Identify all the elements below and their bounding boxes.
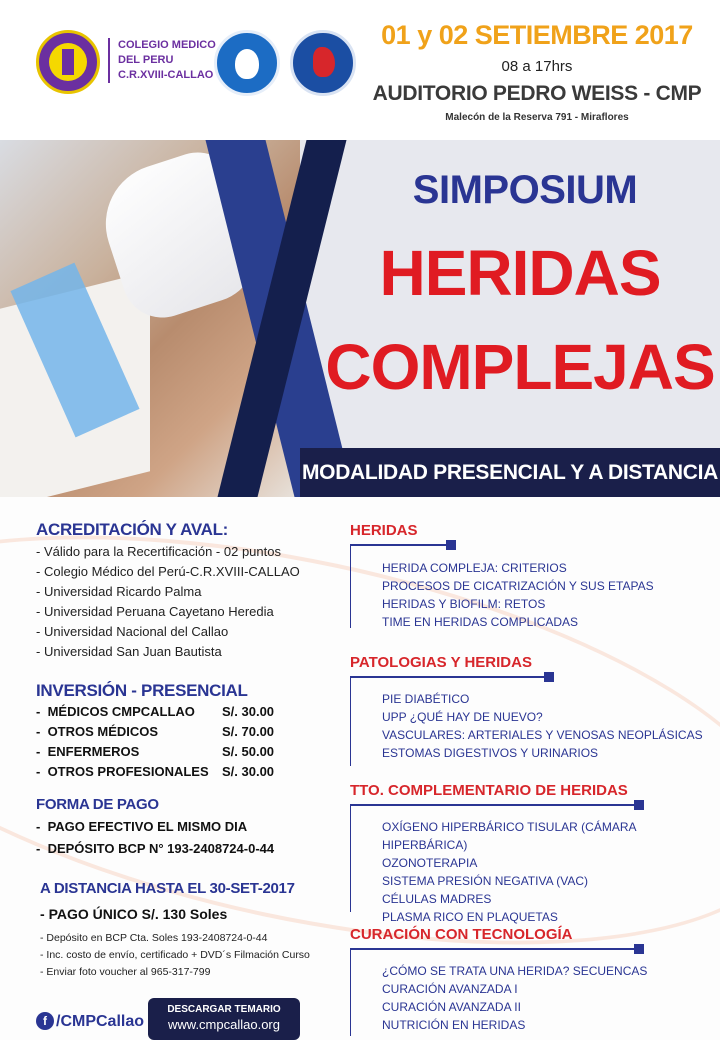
- program-list: [382, 559, 654, 631]
- section-rule: [350, 948, 640, 950]
- price-row: - ENFERMEROS S/. 50.00: [36, 744, 275, 759]
- list-item: VASCULARES: ARTERIALES Y VENOSAS NEOPLÁSICAS: [382, 728, 703, 742]
- distance-main: - PAGO ÚNICO S/. 130 Soles: [40, 906, 228, 922]
- list-item: - DEPÓSITO BCP N° 193-2408724-0-44: [36, 841, 275, 856]
- list-item: HERIDA COMPLEJA: CRITERIOS: [382, 561, 567, 575]
- investment-title: INVERSIÓN - PRESENCIAL: [36, 681, 248, 700]
- wound-society-logo-icon: [290, 30, 356, 96]
- list-item: OZONOTERAPIA: [382, 856, 478, 870]
- podiatry-association-logo-icon: [214, 30, 280, 96]
- section-rule: [350, 804, 640, 806]
- section-marker: [634, 800, 644, 810]
- list-item: ESTOMAS DIGESTIVOS Y URINARIOS: [382, 746, 599, 760]
- list-item: CURACIÓN AVANZADA I: [382, 982, 518, 996]
- distance-title: A DISTANCIA HASTA EL 30-SET-2017: [40, 880, 295, 897]
- event-address: Malecón de la Reserva 791 - Miraflores: [445, 112, 629, 123]
- section-vline: [350, 806, 351, 912]
- payment-title: FORMA DE PAGO: [36, 796, 159, 813]
- program-list: [382, 690, 703, 762]
- event-venue: AUDITORIO PEDRO WEISS - CMP: [372, 82, 702, 105]
- section-rule: [350, 676, 550, 678]
- hero-subtitle: SIMPOSIUM: [412, 168, 638, 212]
- price-row: - OTROS MÉDICOS S/. 70.00: [36, 724, 275, 739]
- org-name-line: DEL PERU: [118, 54, 174, 66]
- section-rule: [350, 544, 450, 546]
- list-item: - Universidad Ricardo Palma: [36, 584, 202, 599]
- list-item: PIE DIABÉTICO: [382, 692, 470, 706]
- list-item: UPP ¿QUÉ HAY DE NUEVO?: [382, 710, 543, 724]
- modality-bar: MODALIDAD PRESENCIAL Y A DISTANCIA: [300, 448, 720, 497]
- event-hours: 08 a 17hrs: [501, 58, 573, 75]
- price-row: - MÉDICOS CMPCALLAO S/. 30.00: [36, 704, 275, 719]
- list-item: - Universidad Nacional del Callao: [36, 624, 229, 639]
- list-item: TIME EN HERIDAS COMPLICADAS: [382, 615, 579, 629]
- list-item: - Enviar foto voucher al 965-317-799: [40, 966, 211, 978]
- org-name-line: COLEGIO MEDICO: [118, 39, 216, 51]
- program-list: [382, 818, 720, 926]
- header: [0, 0, 720, 140]
- section-vline: [350, 950, 351, 1036]
- list-item: CURACIÓN AVANZADA II: [382, 1000, 521, 1014]
- program-section-title: TTO. COMPLEMENTARIO DE HERIDAS: [350, 782, 628, 799]
- colegio-medico-logo-icon: [36, 30, 100, 94]
- org-name-line: C.R.XVIII-CALLAO: [118, 69, 214, 81]
- event-date: 01 y 02 SETIEMBRE 2017: [381, 20, 693, 50]
- accreditation-title: ACREDITACIÓN Y AVAL:: [36, 520, 229, 539]
- list-item: OXÍGENO HIPERBÁRICO TISULAR (CÁMARA HIPERBÁRICA): [382, 820, 636, 852]
- website-link[interactable]: www.cmpcallao.org: [168, 1017, 280, 1032]
- list-item: SISTEMA PRESIÓN NEGATIVA (VAC): [382, 874, 589, 888]
- list-item: NUTRICIÓN EN HERIDAS: [382, 1018, 526, 1032]
- list-item: PROCESOS DE CICATRIZACIÓN Y SUS ETAPAS: [382, 579, 654, 593]
- list-item: - Depósito en BCP Cta. Soles 193-2408724-0-44: [40, 932, 268, 944]
- hero-title-line1: HERIDAS: [379, 237, 661, 309]
- list-item: PLASMA RICO EN PLAQUETAS: [382, 910, 558, 924]
- price-row: - OTROS PROFESIONALES S/. 30.00: [36, 764, 275, 779]
- list-item: HERIDAS Y BIOFILM: RETOS: [382, 597, 546, 611]
- section-marker: [634, 944, 644, 954]
- list-item: CÉLULAS MADRES: [382, 892, 492, 906]
- hero-title-line2: COMPLEJAS: [325, 331, 715, 403]
- list-item: - PAGO EFECTIVO EL MISMO DIA: [36, 819, 248, 834]
- program-list: [382, 962, 647, 1034]
- list-item: - Válido para la Recertificación - 02 puntos: [36, 544, 281, 559]
- list-item: - Colegio Médico del Perú-C.R.XVIII-CALLAO: [36, 564, 300, 579]
- list-item: - Universidad Peruana Cayetano Heredia: [36, 604, 274, 619]
- section-vline: [350, 546, 351, 628]
- download-label: DESCARGAR TEMARIO: [167, 1004, 281, 1015]
- list-item: - Inc. costo de envío, certificado + DVD´s Filmación Curso: [40, 949, 310, 961]
- section-marker: [446, 540, 456, 550]
- list-item: - Universidad San Juan Bautista: [36, 644, 222, 659]
- distance-list: [40, 930, 310, 981]
- accreditation-list: [36, 542, 300, 662]
- download-syllabus-button[interactable]: [148, 998, 300, 1040]
- facebook-link[interactable]: f /CMPCallao: [36, 1012, 144, 1031]
- facebook-icon: f: [36, 1012, 54, 1030]
- section-vline: [350, 678, 351, 766]
- program-section-title: PATOLOGIAS Y HERIDAS: [350, 654, 532, 671]
- hero-banner: [0, 140, 720, 497]
- list-item: ¿CÓMO SE TRATA UNA HERIDA? SECUENCAS: [382, 964, 648, 978]
- section-marker: [544, 672, 554, 682]
- org-name: [108, 38, 216, 83]
- program-section-title: CURACIÓN CON TECNOLOGÍA: [350, 926, 573, 943]
- program-section-title: HERIDAS: [350, 522, 418, 539]
- payment-list: [36, 816, 274, 860]
